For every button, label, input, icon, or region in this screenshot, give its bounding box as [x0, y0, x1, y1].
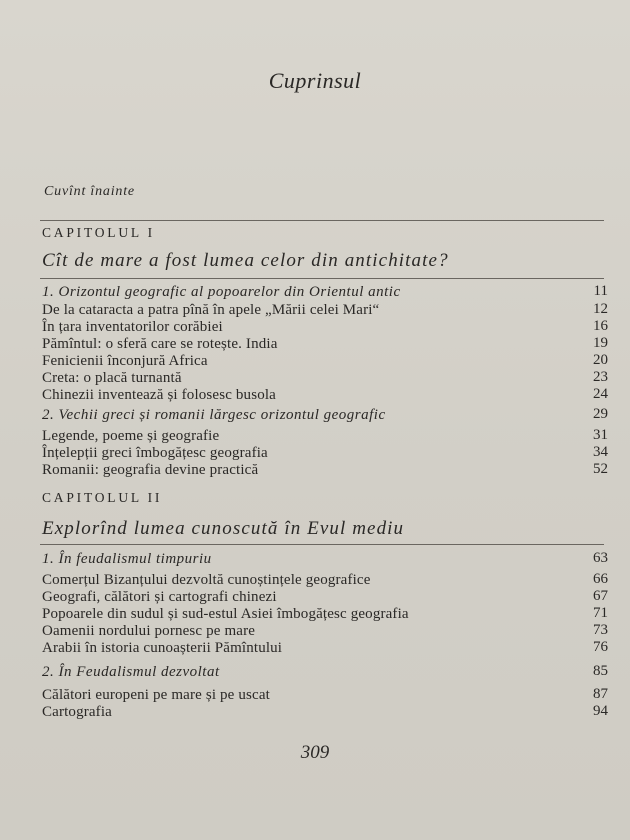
item-title: Călători europeni pe mare și pe uscat: [42, 687, 270, 703]
page-ref: 73: [593, 622, 608, 638]
page-ref: 19: [593, 335, 608, 351]
page-ref: 11: [593, 283, 608, 299]
toc-item: [42, 427, 608, 445]
item-title: Înțelepții greci îmbogățesc geografia: [42, 445, 268, 461]
item-title: Romanii: geografia devine practică: [42, 462, 259, 478]
item-title: Creta: o placă turnantă: [42, 370, 182, 386]
page-ref: 63: [593, 550, 608, 566]
page-ref: 16: [593, 318, 608, 334]
item-title: De la cataracta a patra pînă în apele „Mării celei Mari“: [42, 302, 380, 318]
item-title: Fenicienii înconjură Africa: [42, 353, 208, 369]
page-ref: 20: [593, 352, 608, 368]
toc-item: [42, 318, 608, 336]
page-ref: 67: [593, 588, 608, 604]
page-ref: 71: [593, 605, 608, 621]
toc-item: [42, 639, 608, 657]
divider: [40, 220, 604, 221]
divider: [40, 278, 604, 279]
toc-item: [42, 369, 608, 387]
item-title: Chinezii inventează și folosesc busola: [42, 387, 276, 403]
page-number: 309: [300, 742, 330, 763]
chapter-2-title: Explorînd lumea cunoscută în Evul mediu: [42, 518, 405, 539]
page-ref: 76: [593, 639, 608, 655]
item-title: Geografi, călători și cartografi chinezi: [42, 589, 277, 605]
page-ref: 87: [593, 686, 608, 702]
page-ref: 12: [593, 301, 608, 317]
item-title: Pămîntul: o sferă care se rotește. India: [42, 336, 278, 352]
page-ref: 29: [593, 406, 608, 422]
item-title: Comerțul Bizanțului dezvoltă cunoștințele geografice: [42, 572, 371, 588]
toc-item: [42, 588, 608, 606]
item-title: Cartografia: [42, 704, 112, 720]
page-ref: 66: [593, 571, 608, 587]
toc-section: [42, 663, 608, 681]
toc-section: [42, 550, 608, 568]
page-ref: 94: [593, 703, 608, 719]
toc-item: [42, 686, 608, 704]
toc-section: [42, 406, 608, 424]
page-title: Cuprinsul: [268, 68, 362, 93]
item-title: Arabii în istoria cunoașterii Pămîntului: [42, 640, 283, 656]
item-title: Oamenii nordului pornesc pe mare: [42, 623, 256, 639]
section-title: 1. În feudalismul timpuriu: [42, 551, 212, 567]
divider: [40, 544, 604, 545]
chapter-1-label: CAPITOLUL I: [42, 225, 155, 240]
item-title: Popoarele din sudul și sud-estul Asiei îmbogățesc geografia: [42, 606, 409, 622]
toc-item: [42, 605, 608, 623]
toc-item: [42, 444, 608, 462]
chapter-1-title: Cît de mare a fost lumea celor din antichitate?: [42, 250, 449, 271]
chapter-2-label: CAPITOLUL II: [42, 490, 163, 505]
toc-item: [42, 622, 608, 640]
toc-section: [42, 283, 608, 301]
toc-item: [42, 703, 608, 721]
section-title: 2. Vechii greci și romanii lărgesc orizontul geografic: [42, 407, 386, 423]
item-title: Legende, poeme și geografie: [42, 428, 220, 444]
toc-item: [42, 571, 608, 589]
toc-item: [42, 386, 608, 404]
page-ref: 24: [593, 386, 608, 402]
page-ref: 85: [593, 663, 608, 679]
page-ref: 34: [593, 444, 608, 460]
page-ref: 31: [593, 427, 608, 443]
intro-entry: Cuvînt înainte: [44, 184, 135, 199]
section-title: 1. Orizontul geografic al popoarelor din Orientul antic: [42, 284, 401, 300]
toc-item: [42, 352, 608, 370]
item-title: În țara inventatorilor corăbiei: [42, 319, 223, 335]
toc-item: [42, 301, 608, 319]
section-title: 2. În Feudalismul dezvoltat: [42, 664, 220, 680]
toc-item: [42, 461, 608, 479]
page-ref: 23: [593, 369, 608, 385]
page-ref: 52: [593, 461, 608, 477]
toc-item: [42, 335, 608, 353]
